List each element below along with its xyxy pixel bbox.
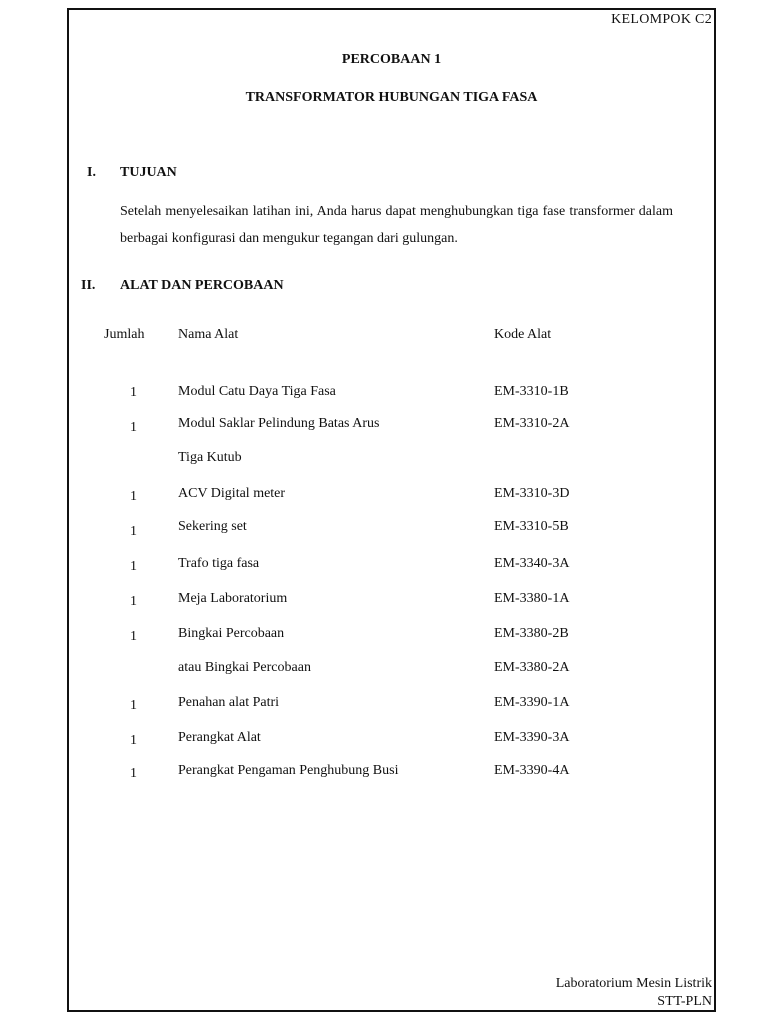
footer-lab: Laboratorium Mesin Listrik	[555, 976, 712, 991]
experiment-title: PERCOBAAN 1	[341, 52, 442, 67]
row-name: Meja Laboratorium	[178, 591, 288, 606]
row-code: EM-3380-2B	[494, 626, 569, 641]
section-number: I.	[87, 165, 96, 180]
row-qty: 1	[130, 524, 137, 539]
footer-org: STT-PLN	[657, 994, 712, 1009]
row-code: EM-3380-1A	[494, 591, 570, 606]
row-code: EM-3310-2A	[494, 416, 570, 431]
group-label: KELOMPOK C2	[611, 12, 712, 27]
page-border	[67, 8, 716, 1012]
row-qty: 1	[130, 733, 137, 748]
row-code: EM-3390-1A	[494, 695, 570, 710]
row-name: ACV Digital meter	[178, 486, 286, 501]
row-code: EM-3310-5B	[494, 519, 569, 534]
section-title-alat: ALAT DAN PERCOBAAN	[120, 278, 284, 293]
row-name: Modul Saklar Pelindung Batas Arus	[178, 416, 380, 431]
row-qty: 1	[130, 385, 137, 400]
row-name: Sekering set	[178, 519, 247, 534]
row-qty: 1	[130, 559, 137, 574]
section-title-tujuan: TUJUAN	[120, 165, 177, 180]
row-name: atau Bingkai Percobaan	[178, 660, 311, 675]
subject-title: TRANSFORMATOR HUBUNGAN TIGA FASA	[245, 90, 538, 105]
row-name: Tiga Kutub	[178, 450, 242, 465]
tujuan-paragraph: Setelah menyelesaikan latihan ini, Anda harus dapat menghubungkan tiga fase transformer dalam berbagai konfigurasi dan mengukur tegangan dari gulungan.	[120, 204, 673, 246]
row-qty: 1	[130, 629, 137, 644]
row-name: Penahan alat Patri	[178, 695, 280, 710]
row-name: Perangkat Alat	[178, 730, 261, 745]
row-code: EM-3380-2A	[494, 660, 570, 675]
row-qty: 1	[130, 766, 137, 781]
row-code: EM-3390-3A	[494, 730, 570, 745]
row-name: Modul Catu Daya Tiga Fasa	[178, 384, 336, 399]
column-header-code: Kode Alat	[494, 327, 552, 342]
section-number: II.	[81, 278, 96, 293]
row-qty: 1	[130, 420, 137, 435]
row-code: EM-3310-1B	[494, 384, 569, 399]
row-qty: 1	[130, 489, 137, 504]
row-code: EM-3390-4A	[494, 763, 570, 778]
row-name: Trafo tiga fasa	[178, 556, 260, 571]
column-header-name: Nama Alat	[178, 327, 239, 342]
column-header-qty: Jumlah	[104, 327, 145, 342]
row-code: EM-3310-3D	[494, 486, 570, 501]
row-name: Bingkai Percobaan	[178, 626, 285, 641]
row-qty: 1	[130, 594, 137, 609]
row-qty: 1	[130, 698, 137, 713]
row-code: EM-3340-3A	[494, 556, 570, 571]
row-name: Perangkat Pengaman Penghubung Busi	[178, 763, 399, 778]
